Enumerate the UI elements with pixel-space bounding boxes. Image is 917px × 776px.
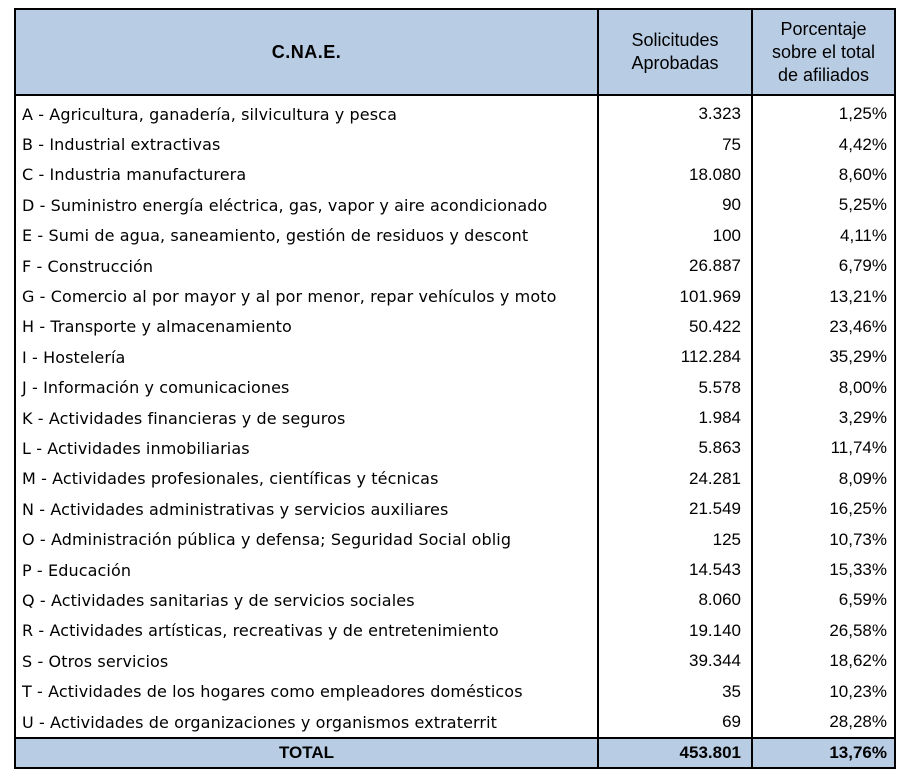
table-row <box>15 494 895 524</box>
sector-cell: R - Actividades artísticas, recreativas y de entretenimiento <box>15 616 598 646</box>
sector-cell: G - Comercio al por mayor y al por menor, repar vehículos y moto <box>15 281 598 311</box>
porcentaje-cell: 35,29% <box>752 342 895 372</box>
sector-cell: J - Información y comunicaciones <box>15 373 598 403</box>
sector-cell: K - Actividades financieras y de seguros <box>15 403 598 433</box>
total-row <box>15 738 895 768</box>
porcentaje-cell: 11,74% <box>752 433 895 463</box>
sector-cell: E - Sumi de agua, saneamiento, gestión de residuos y descont <box>15 221 598 251</box>
sector-cell: H - Transporte y almacenamiento <box>15 312 598 342</box>
cnae-table-container <box>14 8 896 769</box>
total-label: TOTAL <box>15 738 598 768</box>
solicitudes-cell: 1.984 <box>598 403 752 433</box>
sector-cell: O - Administración pública y defensa; Seguridad Social oblig <box>15 524 598 554</box>
solicitudes-cell: 5.578 <box>598 373 752 403</box>
solicitudes-cell: 21.549 <box>598 494 752 524</box>
sector-cell: L - Actividades inmobiliarias <box>15 433 598 463</box>
solicitudes-cell: 39.344 <box>598 646 752 676</box>
table-footer <box>15 738 895 768</box>
porcentaje-cell: 23,46% <box>752 312 895 342</box>
solicitudes-cell: 125 <box>598 524 752 554</box>
table-row <box>15 221 895 251</box>
sector-cell: T - Actividades de los hogares como empleadores domésticos <box>15 676 598 706</box>
header-porcentaje-line-3: de afiliados <box>777 64 870 85</box>
porcentaje-cell: 5,25% <box>752 190 895 220</box>
cnae-table <box>14 8 896 769</box>
header-row <box>15 9 895 95</box>
sector-cell: N - Actividades administrativas y servicios auxiliares <box>15 494 598 524</box>
porcentaje-cell: 3,29% <box>752 403 895 433</box>
sector-cell: U - Actividades de organizaciones y organismos extraterrit <box>15 707 598 738</box>
solicitudes-cell: 112.284 <box>598 342 752 372</box>
porcentaje-cell: 28,28% <box>752 707 895 738</box>
sector-cell: C - Industria manufacturera <box>15 160 598 190</box>
solicitudes-cell: 14.543 <box>598 555 752 585</box>
porcentaje-cell: 1,25% <box>752 95 895 129</box>
sector-cell: F - Construcción <box>15 251 598 281</box>
solicitudes-cell: 5.863 <box>598 433 752 463</box>
table-row <box>15 585 895 615</box>
sector-cell: P - Educación <box>15 555 598 585</box>
table-row <box>15 403 895 433</box>
porcentaje-cell: 10,73% <box>752 524 895 554</box>
header-solicitudes <box>598 9 752 95</box>
table-header <box>15 9 895 95</box>
porcentaje-cell: 10,23% <box>752 676 895 706</box>
table-body <box>15 95 895 738</box>
solicitudes-cell: 24.281 <box>598 464 752 494</box>
table-row <box>15 707 895 738</box>
porcentaje-cell: 26,58% <box>752 616 895 646</box>
porcentaje-cell: 8,09% <box>752 464 895 494</box>
porcentaje-cell: 6,59% <box>752 585 895 615</box>
sector-cell: A - Agricultura, ganadería, silvicultura y pesca <box>15 95 598 129</box>
solicitudes-cell: 101.969 <box>598 281 752 311</box>
solicitudes-cell: 35 <box>598 676 752 706</box>
header-porcentaje <box>752 9 895 95</box>
solicitudes-cell: 75 <box>598 129 752 159</box>
header-porcentaje-line-1: Porcentaje <box>780 18 867 39</box>
sector-cell: Q - Actividades sanitarias y de servicios sociales <box>15 585 598 615</box>
table-row <box>15 95 895 129</box>
sector-cell: B - Industrial extractivas <box>15 129 598 159</box>
porcentaje-cell: 8,00% <box>752 373 895 403</box>
table-row <box>15 312 895 342</box>
header-porcentaje-line-2: sobre el total <box>771 41 876 62</box>
sector-cell: M - Actividades profesionales, científicas y técnicas <box>15 464 598 494</box>
table-row <box>15 281 895 311</box>
table-row <box>15 342 895 372</box>
porcentaje-cell: 18,62% <box>752 646 895 676</box>
porcentaje-cell: 4,42% <box>752 129 895 159</box>
total-solicitudes: 453.801 <box>598 738 752 768</box>
table-row <box>15 676 895 706</box>
table-row <box>15 433 895 463</box>
header-solicitudes-line-1: Solicitudes <box>631 30 719 50</box>
solicitudes-cell: 69 <box>598 707 752 738</box>
solicitudes-cell: 90 <box>598 190 752 220</box>
table-row <box>15 129 895 159</box>
table-row <box>15 524 895 554</box>
porcentaje-cell: 8,60% <box>752 160 895 190</box>
porcentaje-cell: 13,21% <box>752 281 895 311</box>
table-row <box>15 160 895 190</box>
sector-cell: S - Otros servicios <box>15 646 598 676</box>
solicitudes-cell: 18.080 <box>598 160 752 190</box>
table-row <box>15 373 895 403</box>
sector-cell: I - Hostelería <box>15 342 598 372</box>
table-row <box>15 555 895 585</box>
solicitudes-cell: 26.887 <box>598 251 752 281</box>
solicitudes-cell: 100 <box>598 221 752 251</box>
solicitudes-cell: 3.323 <box>598 95 752 129</box>
porcentaje-cell: 15,33% <box>752 555 895 585</box>
table-row <box>15 251 895 281</box>
table-row <box>15 646 895 676</box>
solicitudes-cell: 8.060 <box>598 585 752 615</box>
solicitudes-cell: 19.140 <box>598 616 752 646</box>
porcentaje-cell: 4,11% <box>752 221 895 251</box>
sector-cell: D - Suministro energía eléctrica, gas, vapor y aire acondicionado <box>15 190 598 220</box>
porcentaje-cell: 16,25% <box>752 494 895 524</box>
header-solicitudes-line-2: Aprobadas <box>631 53 719 73</box>
table-row <box>15 616 895 646</box>
total-porcentaje: 13,76% <box>752 738 895 768</box>
porcentaje-cell: 6,79% <box>752 251 895 281</box>
solicitudes-cell: 50.422 <box>598 312 752 342</box>
table-row <box>15 464 895 494</box>
header-cnae: C.NA.E. <box>15 9 598 95</box>
table-row <box>15 190 895 220</box>
